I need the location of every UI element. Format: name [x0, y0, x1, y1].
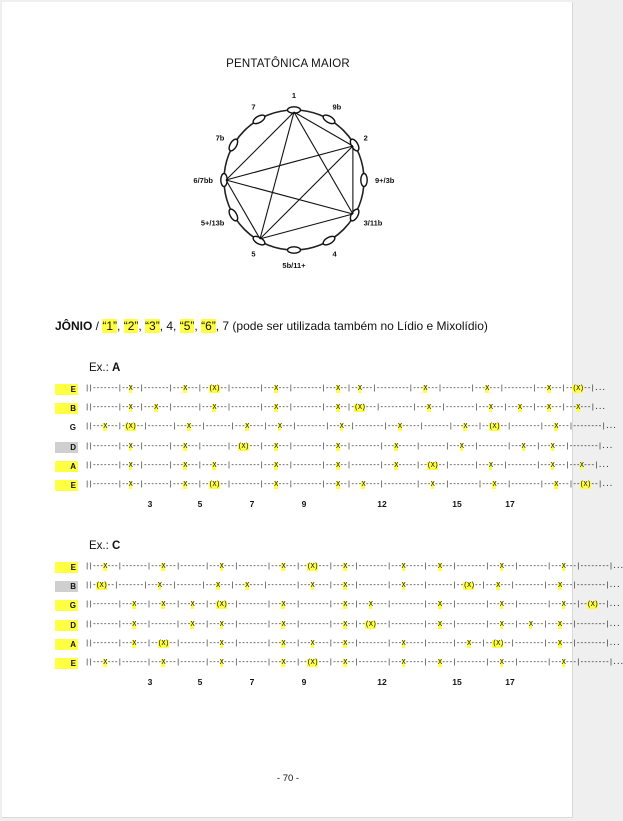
string-name: A: [55, 461, 78, 472]
string-tab-line: ||-------|--X--|-------|---X---|--(X)--|--------|---X---|--------|---X--|--X---|---------|---X---|--------|---X---|--------|---X---|--(X)--|...: [85, 385, 606, 393]
highlighted-degree: “1”: [102, 319, 118, 333]
string-tab-line: ||-------|---X---|--(X)--|-------|---X---|--------|---X---|---X----|---X--|--------|---X-----|-------|---X---|--(X)--|--------|---X---|--------|...: [85, 639, 620, 648]
mode-text: ,: [194, 319, 202, 333]
interval-line: [260, 214, 353, 239]
string-name: E: [55, 480, 78, 491]
fret-number-row: [55, 677, 535, 689]
circle-node: [227, 138, 239, 152]
example-a-label: Ex.: A: [89, 362, 121, 374]
string-name: D: [55, 620, 78, 631]
page-title: PENTATÔNICA MAIOR: [226, 58, 350, 70]
fret-number: 7: [249, 499, 255, 510]
circle-degree-label: 5+/13b: [200, 218, 225, 228]
fret-number: 5: [197, 677, 203, 688]
string-tab-line: ||---X---|-(X)--|-------|---X---|-------|---X----|---X---|--------|---X--|--------|---X-----|-------|---X---|--(X)--|--------|---X---|--------|...: [85, 423, 617, 432]
fret-number: 12: [377, 677, 387, 688]
circle-degree-label: 3/11b: [363, 218, 383, 228]
fret-number: 7: [249, 677, 255, 688]
mode-text: /: [92, 319, 103, 333]
circle-degree-label: 4: [332, 249, 337, 259]
highlighted-degree: “2”: [123, 319, 139, 333]
string-tab-line: ||-------|---X---|---X---|---X---|--(X)--|--------|---X---|--------|---X--|---X----|---------|---X---|--------|---X---|--------|---X---|--(X)--|...: [85, 601, 620, 610]
fret-number: 17: [505, 677, 515, 688]
circle-degree-label: 2: [363, 133, 368, 143]
circle-node: [288, 247, 301, 253]
fret-number: 5: [197, 499, 203, 510]
string-tab-line: ||-------|---X---|-------|---X---|---X---|--------|---X---|--------|---X--|--(X)---|---------|---X---|--------|---X---|---X---|---X---|--------|...: [85, 620, 620, 629]
circle-degree-label: 5: [251, 249, 256, 259]
fret-number: 17: [505, 499, 515, 510]
mode-text: ,: [117, 319, 124, 333]
string-name: E: [55, 658, 78, 669]
highlighted-degree: “6”: [201, 319, 216, 333]
highlighted-degree: “3”: [145, 319, 160, 333]
fret-number: 15: [452, 677, 462, 688]
string-name: E: [55, 384, 78, 395]
circle-degree-label: 9+/3b: [375, 176, 395, 185]
fret-number: 3: [147, 677, 153, 688]
interval-line: [260, 112, 294, 239]
tab-string-row: [55, 657, 623, 671]
tab-string-row: [55, 460, 609, 474]
circle-node: [322, 113, 336, 125]
mode-text: , 7 (pode ser utilizada também no Lídio e Mixolídio): [215, 319, 488, 333]
tab-string-row: [55, 619, 620, 633]
string-tab-line: ||-------|--X--|---X---|-------|---X---|--------|---X---|--------|---X--|-(X)---|---------|---X---|--------|---X---|---X---|---X---|---X---|...: [85, 404, 606, 413]
circle-node: [361, 174, 367, 187]
fret-number: 9: [301, 677, 307, 688]
circle-degree-label: 7b: [215, 133, 225, 143]
string-tab-line: ||-------|--X--|-------|---X---|---X---|--------|---X---|--------|---X--|--------|---X-----|--(X)--|-------|---X---|--------|---X---|---X---|...: [85, 461, 609, 470]
tab-string-row: [55, 402, 606, 416]
string-name: B: [55, 581, 78, 592]
string-name: G: [55, 600, 78, 611]
string-tab-line: ||-------|--X--|-------|---X---|--(X)--|--------|---X---|--------|---X--|---X----|---------|---X---|--------|---X---|--------|---X---|--(X)--|...: [85, 481, 613, 489]
tab-string-row: [55, 580, 620, 594]
circle-node: [227, 208, 239, 222]
string-name: D: [55, 442, 78, 453]
tab-string-row: [55, 561, 623, 575]
string-name: E: [55, 562, 78, 573]
tab-string-row: [55, 383, 606, 397]
fret-number: 9: [301, 499, 307, 510]
string-name: G: [69, 423, 76, 433]
string-tab-line: ||-(X)--|-------|---X---|-------|---X---|---X----|--------|---X----|---X--|--------|---X-----|-------|--(X)--|---X---|--------|---X---|--------|...: [85, 582, 620, 591]
circle-node: [322, 235, 336, 247]
example-c-label: Ex.: C: [89, 540, 121, 552]
mode-text: ,: [138, 319, 146, 333]
interval-line: [226, 146, 353, 180]
mode-line: [55, 319, 488, 333]
circle-outline: [224, 110, 364, 250]
fret-number: 3: [147, 499, 153, 510]
tab-string-row: [55, 599, 620, 613]
fret-number: 15: [452, 499, 462, 510]
mode-name: JÔNIO: [55, 319, 93, 333]
circle-degree-label: 6/7bb: [193, 176, 213, 185]
circle-degree-label: 5b/11+: [282, 261, 306, 270]
circle-degree-label: 9b: [332, 102, 342, 112]
string-name: A: [55, 639, 78, 650]
fret-number-row: [55, 499, 535, 511]
tab-string-row: [55, 479, 613, 493]
fret-number: 12: [377, 499, 387, 510]
string-name: B: [55, 403, 78, 414]
page-number: - 70 -: [276, 773, 300, 784]
tab-string-row: [55, 421, 617, 435]
string-tab-line: ||---X---|-------|---X---|-------|---X---|--------|---X---|--(X)---|---X--|--------|---X-----|---X---|--------|---X---|--------|---X---|--------|...: [85, 563, 623, 571]
interval-line: [294, 112, 353, 214]
tab-string-row: [55, 638, 620, 652]
string-tab-line: ||---X---|-------|---X---|-------|---X---|--------|---X---|--(X)---|---X--|--------|---X-----|---X---|--------|---X---|--------|---X---|--------|...: [85, 659, 623, 667]
interval-circle-diagram: [190, 92, 400, 272]
string-tab-line: ||-------|--X--|-------|---X---|-------|--(X)---|---X---|--------|---X--|--------|---X-----|-------|---X---|--------|---X---|---X---|--------|...: [85, 442, 613, 451]
circle-node: [252, 113, 266, 125]
circle-degree-label: 1: [291, 91, 297, 100]
circle-degree-label: 7: [251, 102, 256, 112]
tab-string-row: [55, 441, 613, 455]
highlighted-degree: “5”: [179, 319, 195, 333]
mode-text: , 4,: [159, 319, 180, 333]
